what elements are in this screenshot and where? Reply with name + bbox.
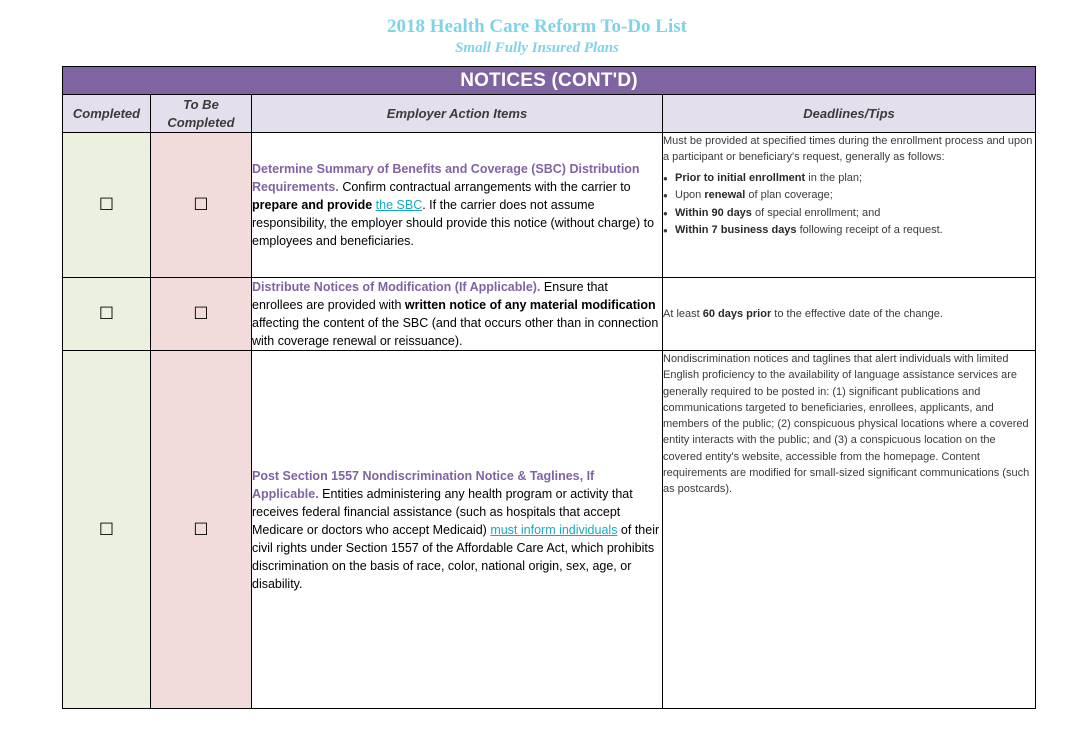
table-row xyxy=(63,278,1036,351)
to-be-completed-checkbox[interactable]: ☐ xyxy=(151,351,252,709)
action-text: Confirm contractual arrangements with the carrier to xyxy=(338,180,631,194)
tips-bold: Within 7 business days xyxy=(675,224,797,237)
column-header-deadlines: Deadlines/Tips xyxy=(663,95,1036,133)
tips-bold: Prior to initial enrollment xyxy=(675,171,806,184)
table-row xyxy=(63,351,1036,709)
todo-table xyxy=(62,66,1036,709)
action-lead: Distribute Notices of Modification (If Applicable). xyxy=(252,280,541,294)
column-header-completed: Completed xyxy=(63,95,151,133)
tips-text: At least xyxy=(663,307,703,320)
action-item-section-1557 xyxy=(252,351,663,709)
action-emphasis: written notice of any material modification xyxy=(404,298,656,312)
to-be-completed-checkbox[interactable]: ☐ xyxy=(151,133,252,278)
tips-bold: 60 days prior xyxy=(702,307,772,320)
tips-text: following receipt of a request. xyxy=(796,224,943,237)
deadline-tips-section-1557 xyxy=(663,351,1036,709)
must-inform-individuals-link[interactable]: must inform individuals xyxy=(490,522,618,537)
document-subtitle: Small Fully Insured Plans xyxy=(455,40,619,56)
completed-checkbox[interactable]: ☐ xyxy=(63,278,151,351)
action-emphasis: prepare and provide xyxy=(252,198,373,212)
table-row xyxy=(63,133,1036,278)
tips-bold: Within 90 days xyxy=(675,206,752,219)
tips-text: of plan coverage; xyxy=(745,189,833,202)
tips-text: of special enrollment; and xyxy=(751,206,881,219)
column-header-actions: Employer Action Items xyxy=(252,95,663,133)
action-item-modification xyxy=(252,278,663,351)
sbc-link[interactable]: the SBC xyxy=(375,198,423,212)
column-header-to-be-completed xyxy=(151,95,252,133)
action-text: affecting the content of the SBC (and that occurs other than in connection with coverage renewal or reissuance). xyxy=(252,316,659,348)
tips-text: to the effective date of the change. xyxy=(771,307,943,320)
tips-bullet-list xyxy=(663,170,1035,240)
tips-text: Upon xyxy=(675,189,705,202)
deadline-tips-sbc xyxy=(663,133,1036,278)
column-header-to-be-line1: To Be xyxy=(183,96,219,112)
action-lead: Post Section 1557 Nondiscrimination Notice & Taglines, If Applicable. xyxy=(252,468,595,501)
to-be-completed-checkbox[interactable]: ☐ xyxy=(151,278,252,351)
completed-checkbox[interactable]: ☐ xyxy=(63,133,151,278)
column-header-to-be-line2: Completed xyxy=(167,114,235,130)
action-text: of their civil rights under Section 1557 of the Affordable Care Act, which prohibits discrimination on the basis of race, color, national origin, sex, age, or disability. xyxy=(252,522,660,591)
tips-bullet xyxy=(663,187,1035,205)
tips-text: Nondiscrimination notices and taglines that alert individuals with limited English proficiency to the availability of language assistance services are generally required to be posted in: (1) significant publications and communications targeted to beneficiaries, enrollees, applicants, and members of the public; (2) conspicuous physical locations where a covered entity interacts with the public; and (3) a conspicuous location on the covered entity's website, accessible from the homepage. Content requirements are modified for small-sized significant communications (such as postcards). xyxy=(663,353,1030,496)
action-item-sbc xyxy=(252,133,663,278)
document-title: 2018 Health Care Reform To-Do List xyxy=(387,16,687,37)
tips-bullet xyxy=(663,170,1035,188)
tips-intro: Must be provided at specified times during the enrollment process and upon a participant or beneficiary's request, generally as follows: xyxy=(663,135,1033,164)
action-text: . If the carrier does not assume responsibility, the employer should provide this notice (without charge) to employees and beneficiaries. xyxy=(252,198,655,248)
action-lead: Determine Summary of Benefits and Coverage (SBC) Distribution Requirements. xyxy=(252,162,640,194)
action-text: Ensure that enrollees are provided with xyxy=(252,280,608,312)
tips-bold: renewal xyxy=(704,189,746,202)
completed-checkbox[interactable]: ☐ xyxy=(63,351,151,709)
deadline-tips-modification xyxy=(663,278,1036,351)
tips-text: in the plan; xyxy=(805,171,863,184)
section-banner: NOTICES (CONT'D) xyxy=(63,67,1036,95)
tips-bullet xyxy=(663,205,1035,223)
tips-bullet xyxy=(663,222,1035,240)
action-text: Entities administering any health program or activity that receives federal financial assistance (such as hospitals that accept Medicare or doctors who accept Medicaid) xyxy=(252,486,633,537)
